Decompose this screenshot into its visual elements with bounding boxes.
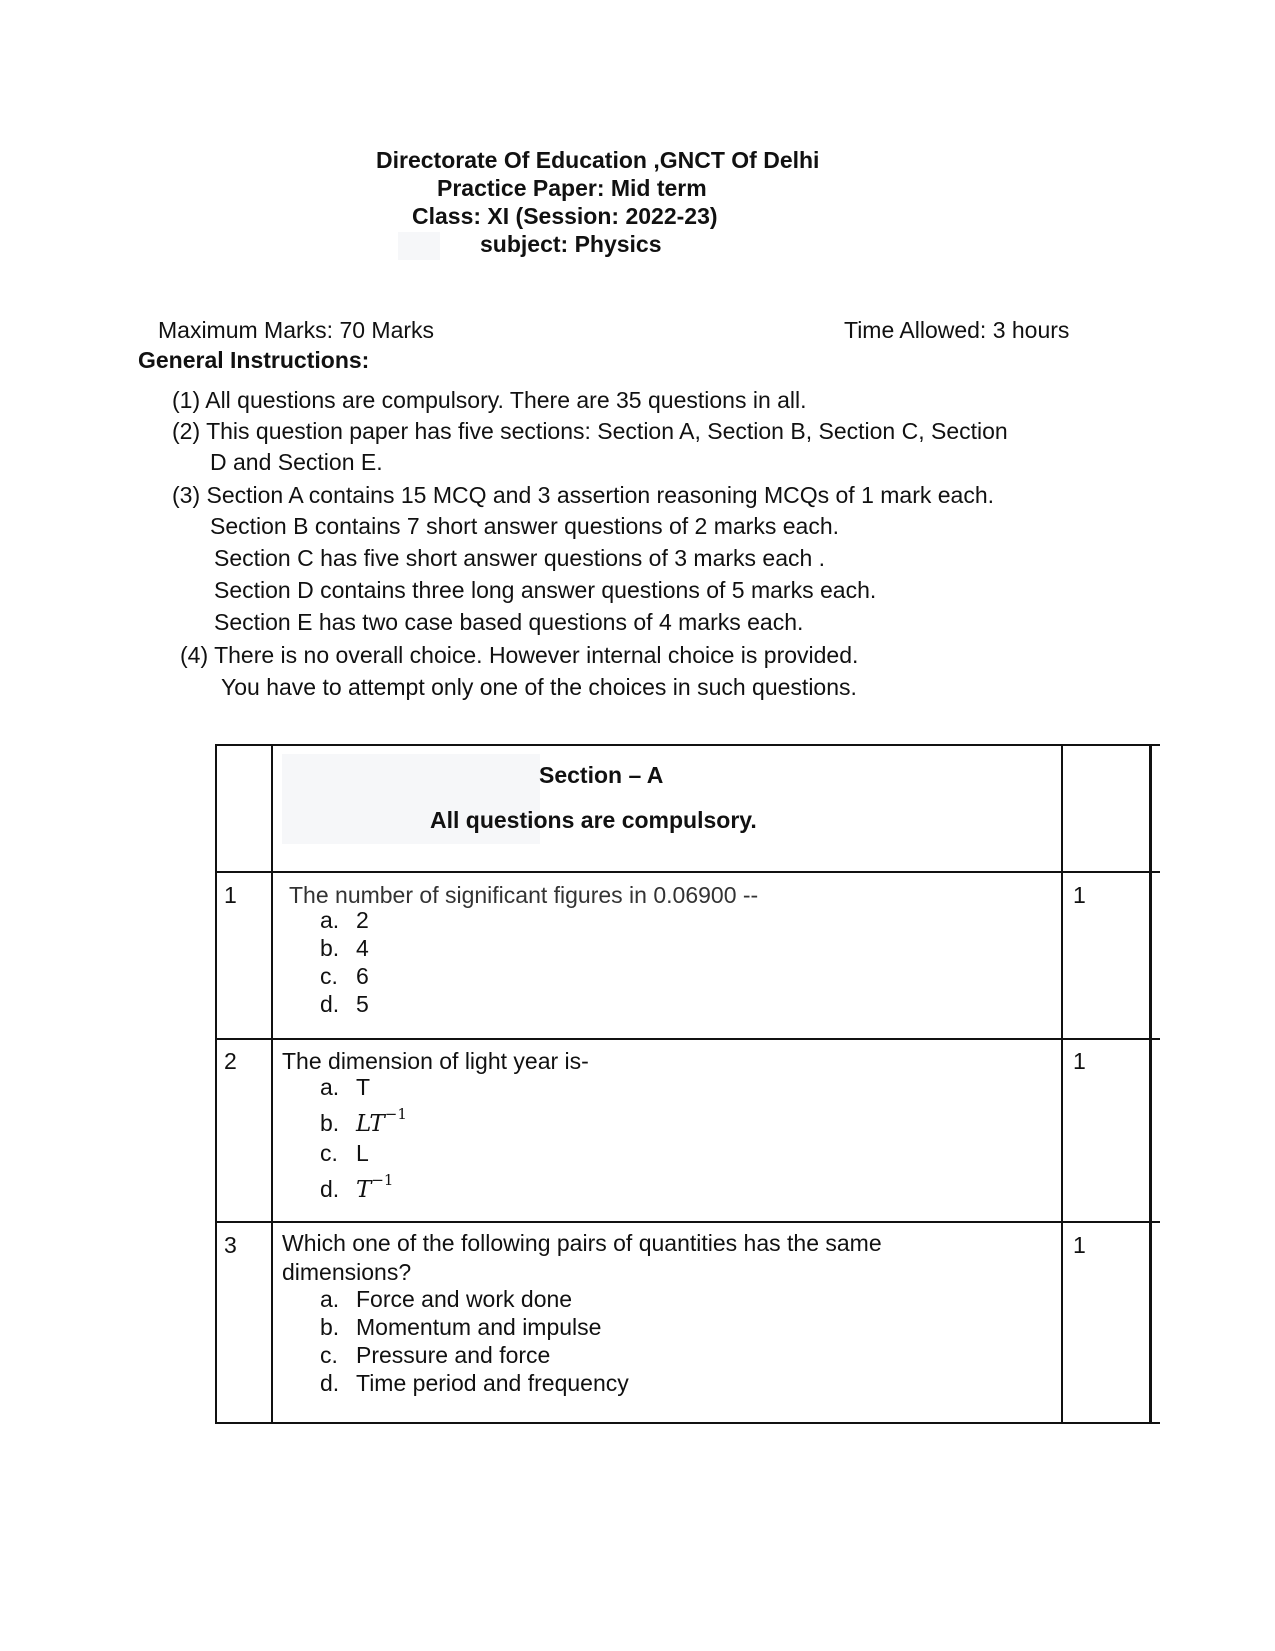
question-marks: 1 (1073, 882, 1086, 908)
table-border (1149, 744, 1152, 1424)
instruction-line: (4) There is no overall choice. However internal choice is provided. (180, 642, 859, 668)
table-border (215, 744, 1160, 746)
time-allowed: Time Allowed: 3 hours (844, 317, 1070, 343)
question-text-line: Which one of the following pairs of quantities has the same (282, 1230, 882, 1256)
options-list (320, 1073, 407, 1205)
question-marks: 1 (1073, 1048, 1086, 1074)
table-border (215, 1221, 1160, 1223)
option: c. 6 (320, 963, 369, 989)
option: c. Pressure and force (320, 1342, 551, 1368)
instruction-line: Section B contains 7 short answer questions of 2 marks each. (210, 513, 839, 539)
table-border (215, 744, 217, 1424)
option: a. T (320, 1074, 371, 1100)
instruction-line: Section E has two case based questions of 4 marks each. (214, 609, 804, 635)
header-line-4: subject: Physics (480, 231, 662, 257)
question-marks: 1 (1073, 1232, 1086, 1258)
option: b. $LT^{-1}$ (320, 1105, 407, 1137)
option: d. Time period and frequency (320, 1370, 629, 1396)
table-border (215, 1038, 1160, 1040)
header-line-2: Practice Paper: Mid term (437, 175, 707, 201)
table-border (271, 744, 273, 1424)
math-expression: LT (356, 1111, 385, 1137)
question-number: 3 (224, 1232, 237, 1258)
math-expression: T (356, 1177, 372, 1203)
option: b. 4 (320, 935, 369, 961)
option: a. Force and work done (320, 1286, 573, 1312)
header-line-1: Directorate Of Education ,GNCT Of Delhi (376, 147, 820, 173)
instruction-line: Section D contains three long answer questions of 5 marks each. (214, 577, 877, 603)
table-border (215, 871, 1160, 873)
question-text: The number of significant figures in 0.06900 -- (289, 882, 759, 908)
maximum-marks: Maximum Marks: 70 Marks (158, 317, 435, 343)
instruction-line: (2) This question paper has five sections: Section A, Section B, Section C, Section (172, 418, 1008, 444)
table-border (215, 1422, 1160, 1424)
option: d. 5 (320, 991, 369, 1017)
option: b. Momentum and impulse (320, 1314, 602, 1340)
options-list (320, 906, 369, 1018)
scan-patch (398, 232, 440, 260)
question-text: The dimension of light year is- (282, 1048, 589, 1074)
section-subtitle: All questions are compulsory. (430, 807, 757, 833)
instruction-line: (1) All questions are compulsory. There are 35 questions in all. (172, 387, 807, 413)
question-text-line: dimensions? (282, 1259, 412, 1285)
header-line-3: Class: XI (Session: 2022-23) (412, 203, 718, 229)
instruction-line: (3) Section A contains 15 MCQ and 3 assertion reasoning MCQs of 1 mark each. (172, 482, 995, 508)
instruction-line: You have to attempt only one of the choices in such questions. (221, 674, 857, 700)
option: d. $T^{-1}$ (320, 1171, 394, 1203)
instruction-line: D and Section E. (210, 449, 383, 475)
question-number: 1 (224, 882, 237, 908)
options-list (320, 1285, 629, 1397)
general-instructions-title: General Instructions: (138, 347, 370, 373)
question-number: 2 (224, 1048, 237, 1074)
question-text (282, 1229, 882, 1287)
instruction-line: Section C has five short answer questions of 3 marks each . (214, 545, 826, 571)
question-table (215, 744, 1160, 1424)
table-border (1061, 744, 1063, 1424)
section-title: Section – A (539, 762, 664, 788)
option: c. L (320, 1140, 369, 1166)
option: a. 2 (320, 907, 369, 933)
